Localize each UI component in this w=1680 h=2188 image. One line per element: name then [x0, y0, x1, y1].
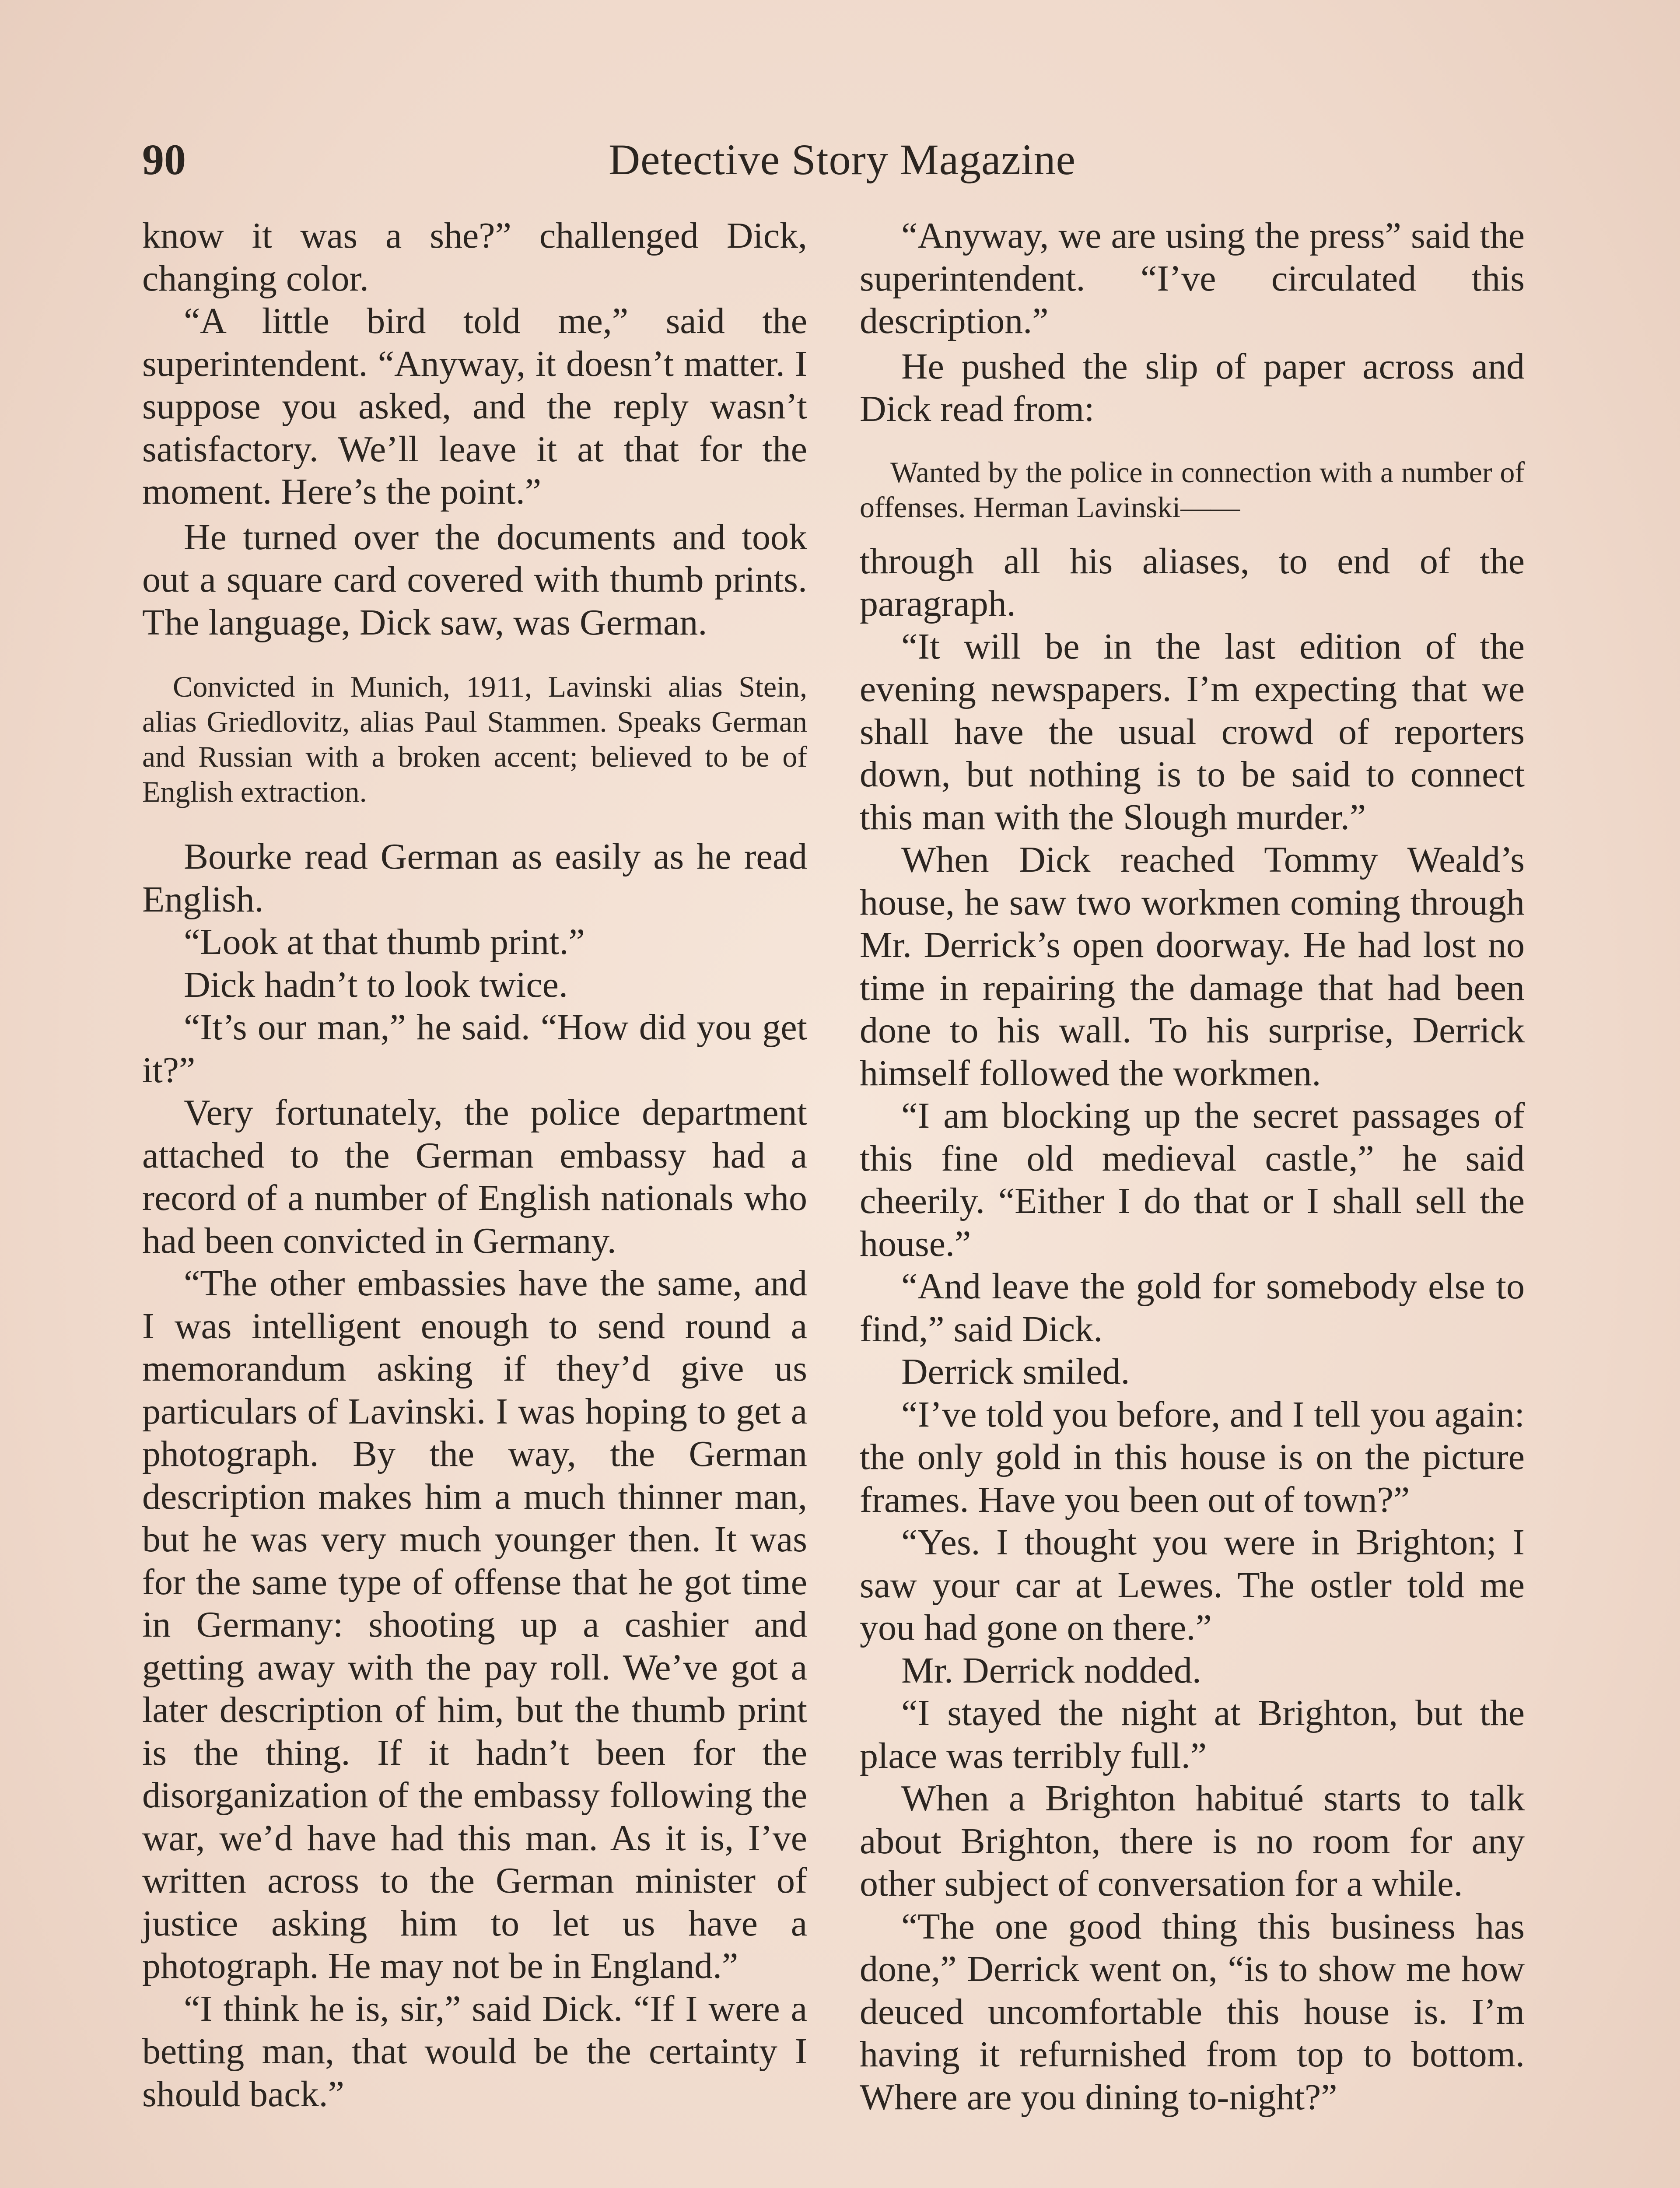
paragraph: “I think he is, sir,” said Dick. “If I were a betting man, that would be the certainty I should back.”	[142, 1988, 807, 2114]
quoted-record: Convicted in Munich, 1911, Lavinski alias Stein, alias Griedlovitz, alias Paul Stammen. Speaks German and Russian with a broken accent; believed to be of English extraction.	[142, 670, 807, 808]
paragraph: know it was a she?” challenged Dick, changing color.	[142, 215, 807, 299]
running-title: Detective Story Magazine	[608, 135, 1076, 184]
paragraph: Derrick smiled.	[901, 1351, 1130, 1392]
paragraph: “The other embassies have the same, and I was intelligent enough to send round a memorandum asking if they’d give us particulars of Lavinski. I was hoping to get a photograph. By the way, the German description makes him a much thinner man, but he was very much younger then. It was for the same type of offense that he got time in Germany: shooting up a cashier and getting away with the pay roll. We’ve got a later description of him, but the thumb print is the thing. If it hadn’t been for the disorganization of the embassy following the war, we’d have had this man. As it is, I’ve written across to the German minister of justice asking him to let us have a photograph. He may not be in England.”	[142, 1263, 807, 1986]
paragraph: “Anyway, we are using the press” said the superintendent. “I’ve circulated this description.”	[860, 215, 1525, 341]
page-number: 90	[142, 135, 186, 184]
paragraph: He turned over the documents and took out a square card covered with thumb prints. The language, Dick saw, was German.	[142, 516, 807, 643]
paragraph: Very fortunately, the police department attached to the German embassy had a record of a number of English nationals who had been convicted in Germany.	[142, 1092, 807, 1261]
paragraph: “The one good thing this business has done,” Derrick went on, “is to show me how deuced uncomfortable this house is. I’m having it refurnished from top to bottom. Where are you dining to-night?”	[860, 1906, 1525, 2118]
left-column	[142, 214, 807, 2115]
paragraph: “It will be in the last edition of the evening newspapers. I’m expecting that we shall have the usual crowd of reporters down, but nothing is to be said to connect this man with the Slough murder.”	[860, 626, 1525, 838]
page-header	[142, 127, 1542, 193]
paragraph: When Dick reached Tommy Weald’s house, he saw two workmen coming through Mr. Derrick’s open doorway. He had lost no time in repairing the damage that had been done to his wall. To his surprise, Derrick himself followed the workmen.	[860, 839, 1525, 1094]
paragraph: He pushed the slip of paper across and Dick read from:	[860, 346, 1525, 429]
paragraph: Dick hadn’t to look twice.	[184, 964, 568, 1005]
paragraph: “Yes. I thought you were in Brighton; I saw your car at Lewes. The ostler told me you had gone on there.”	[860, 1522, 1525, 1648]
wanted-notice: Wanted by the police in connection with a number of offenses. Herman Lavinski——	[860, 455, 1525, 524]
paragraph: “And leave the gold for somebody else to find,” said Dick.	[860, 1266, 1525, 1350]
paragraph: through all his aliases, to end of the paragraph.	[860, 540, 1525, 624]
paragraph: “I am blocking up the secret passages of this fine old medieval castle,” he said cheerily. “Either I do that or I shall sell the house.”	[860, 1095, 1525, 1264]
paragraph: “It’s our man,” he said. “How did you get it?”	[142, 1007, 807, 1090]
paragraph: “I stayed the night at Brighton, but the place was terribly full.”	[860, 1693, 1525, 1776]
paragraph: “A little bird told me,” said the superintendent. “Anyway, it doesn’t matter. I suppose you asked, and the reply wasn’t satisfactory. We’ll leave it at that for the moment. Here’s the point.”	[142, 301, 807, 512]
paragraph: Mr. Derrick nodded.	[901, 1650, 1201, 1691]
paragraph: Bourke read German as easily as he read English.	[142, 836, 807, 920]
paragraph: “Look at that thumb print.”	[184, 922, 585, 962]
paragraph: “I’ve told you before, and I tell you again: the only gold in this house is on the picture frames. Have you been out of town?”	[860, 1394, 1525, 1520]
paragraph: When a Brighton habitué starts to talk about Brighton, there is no room for any other subject of conversation for a while.	[860, 1778, 1525, 1904]
right-column	[860, 214, 1525, 2118]
